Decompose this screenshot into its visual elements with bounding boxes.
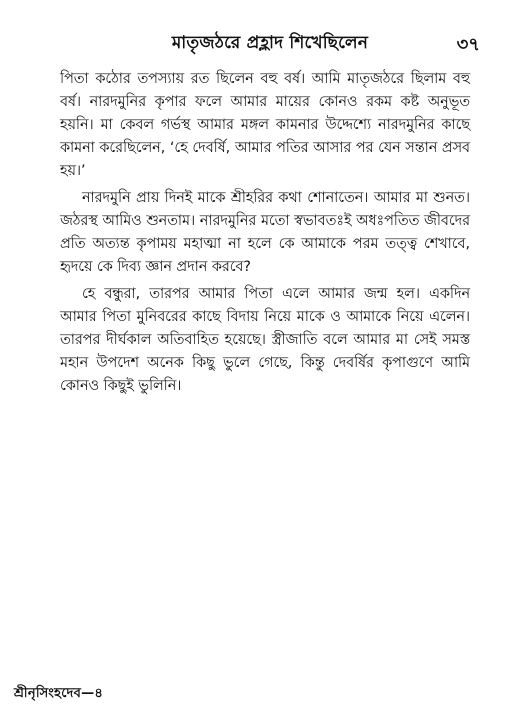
body-text bbox=[60, 68, 470, 402]
paragraph: হে বন্ধুরা, তারপর আমার পিতা এলে আমার জন্ম হল। একদিন আমার পিতা মুনিবরের কাছে বিদায় নিয়ে মাকে ও আমাকে নিয়ে এলেন। তারপর দীর্ঘকাল অতিবাহিত হয়েছে। স্ত্রীজাতি বলে আমার মা সেই সমস্ত মহান উপদেশ অনেক কিছু ভুলে গেছে, কিন্তু দেবর্ষির কৃপাগুণে আমি কোনও কিছুই ভুলিনি। bbox=[60, 286, 470, 394]
paragraph: পিতা কঠোর তপস্যায় রত ছিলেন বহু বর্ষ। আমি মাতৃজঠরে ছিলাম বহু বর্ষ। নারদমুনির কৃপার ফলে আমার মায়ের কোনও রকম কষ্ট অনুভূত হয়নি। মা কেবল গর্ভস্থ আমার মঙ্গল কামনার উদ্দেশ্যে নারদমুনির কাছে কামনা করেছিলেন, ‘হে দেবর্ষি, আমার পতির আসার পর যেন সন্তান প্রসব হয়।’ bbox=[60, 71, 470, 179]
paragraph: নারদমুনি প্রায় দিনই মাকে শ্রীহরির কথা শোনাতেন। আমার মা শুনত। জঠরস্থ আমিও শুনতাম। নারদমুনির মতো স্বভাবতঃই অধঃপতিত জীবদের প্রতি অত্যন্ত কৃপাময় মহাত্মা না হলে কে আমাকে পরম তত্ত্ব শেখাবে, হৃদয়ে কে দিব্য জ্ঞান প্রদান করবে? bbox=[60, 190, 470, 275]
page-header bbox=[60, 30, 480, 60]
running-title: মাতৃজঠরে প্রহ্লাদ শিখেছিলেন bbox=[171, 33, 369, 53]
page-number: ৩৭ bbox=[456, 34, 480, 55]
signature-mark: শ্রীনৃসিংহদেব—৪ bbox=[14, 686, 104, 701]
